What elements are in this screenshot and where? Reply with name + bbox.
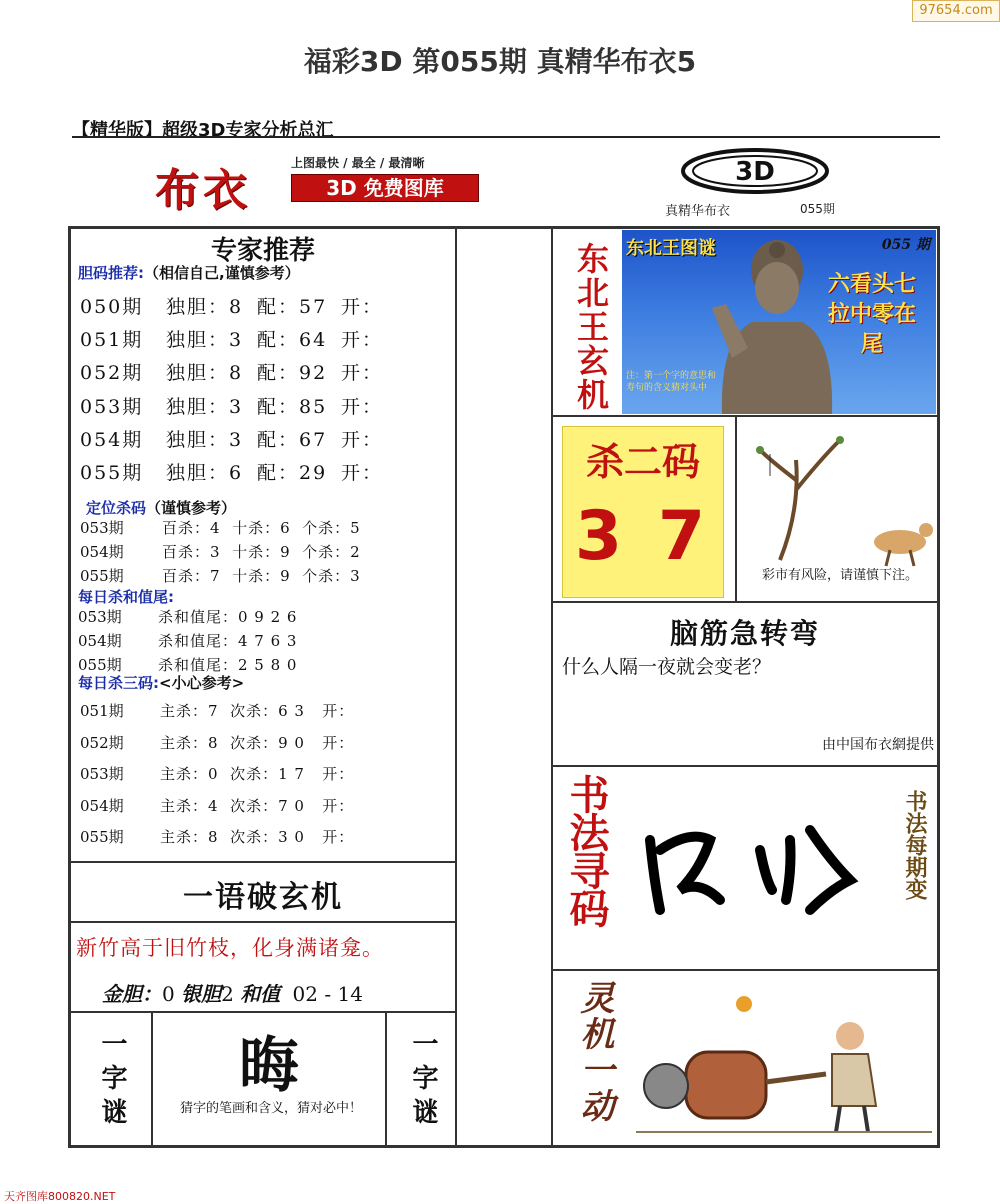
dan-note: （相信自己,谨慎参考） xyxy=(144,264,300,282)
three-header xyxy=(78,672,244,693)
he-value: 02 - 14 xyxy=(292,982,363,1006)
3d-seal-icon xyxy=(680,148,830,194)
dan-value: 8 xyxy=(229,362,244,384)
dan-value: 3 xyxy=(229,396,244,418)
dan-label: 独胆： xyxy=(166,362,230,384)
three-header-label: 每日杀三码: xyxy=(78,674,159,692)
dan-row xyxy=(80,392,383,419)
buyi-logo xyxy=(155,152,480,216)
pei-label: 配： xyxy=(257,329,300,351)
brain-title: 脑筋急转弯 xyxy=(669,617,820,650)
kill2-card xyxy=(562,426,724,598)
jin-value: 0 xyxy=(162,982,175,1006)
dan-row xyxy=(80,325,383,352)
tree-donkey-illustration-icon xyxy=(740,420,936,568)
dan-label: 独胆： xyxy=(166,329,230,351)
pei-label: 配： xyxy=(257,362,300,384)
sum_rows-issue: 053期 xyxy=(78,608,122,626)
three_rows-issue: 052期 xyxy=(80,734,124,752)
seal-caption: 真精华布衣 xyxy=(665,204,731,219)
dongbei-vertical: 东北王玄机 xyxy=(572,242,610,412)
logo-slogan: 上图最快 / 最全 / 最清晰 xyxy=(291,156,425,170)
pei-value: 64 xyxy=(299,329,328,351)
three_rows-text: 主杀：8 次杀：9 0 开： xyxy=(160,734,355,752)
kai-label: 开： xyxy=(341,362,384,384)
dan-row xyxy=(80,292,383,319)
sum_rows-text: 杀和值尾：4 7 6 3 xyxy=(158,632,298,650)
riddle-side-left: 一字谜 xyxy=(97,1030,127,1132)
subhead: 【精华版】超级3D专家分析总汇 xyxy=(72,120,334,141)
dan-value: 3 xyxy=(229,429,244,451)
dongbei-poem: 六看头七拉中零在尾 xyxy=(827,272,916,357)
dan-value: 3 xyxy=(229,329,244,351)
kai-label: 开： xyxy=(341,396,384,418)
three_rows-text: 主杀：0 次杀：1 7 开： xyxy=(160,765,355,783)
phrase-picks xyxy=(102,978,363,1007)
pei-label: 配： xyxy=(257,396,300,418)
pos_rows-issue: 054期 xyxy=(80,543,124,561)
pei-value: 67 xyxy=(299,429,328,451)
dongbei-caption: 注：第一个字的意思和寿句的含义猜对头中 xyxy=(626,371,717,393)
dongbei-image xyxy=(622,230,936,414)
dan-issue: 055期 xyxy=(80,462,144,484)
riddle-note: 猜字的笔画和含义，猜对必中！ xyxy=(180,1101,363,1116)
pei-label: 配： xyxy=(257,462,300,484)
pei-value: 92 xyxy=(299,362,328,384)
kai-label: 开： xyxy=(341,462,384,484)
pei-label: 配： xyxy=(257,296,300,318)
three_rows-text: 主杀：8 次杀：3 0 开： xyxy=(160,828,355,846)
dan-header xyxy=(78,262,300,283)
kai-label: 开： xyxy=(341,329,384,351)
three_rows-issue: 055期 xyxy=(80,828,124,846)
sum_rows-text: 杀和值尾：0 9 2 6 xyxy=(158,608,298,626)
dongbei-banner: 东北王图谜 xyxy=(626,238,716,259)
seal-issue: 055期 xyxy=(800,202,835,216)
three_rows-text: 主杀：4 次杀：7 0 开： xyxy=(160,797,355,815)
pos-note: （谨慎参考） xyxy=(146,499,237,517)
pos_rows-text: 百杀：4 十杀：6 个杀：5 xyxy=(162,519,361,537)
dan-issue: 051期 xyxy=(80,329,144,351)
brain-credit: 由中国布衣網提供 xyxy=(822,737,934,753)
dan-label: 独胆： xyxy=(166,462,230,484)
phrase-title: 一语破玄机 xyxy=(183,880,343,915)
dan-label: 独胆： xyxy=(166,429,230,451)
kill2-title: 杀二码 xyxy=(585,439,700,484)
calligraphy-vertical: 书法寻码 xyxy=(563,774,610,926)
pei-value: 29 xyxy=(299,462,328,484)
three_rows-issue: 051期 xyxy=(80,702,124,720)
dan-row xyxy=(80,358,383,385)
yin-label: 银胆 xyxy=(181,982,222,1006)
jin-label: 金胆： xyxy=(102,982,162,1006)
sum_rows-issue: 055期 xyxy=(78,656,122,674)
dan-label: 独胆： xyxy=(166,396,230,418)
calligraphy-side: 书法每期变 xyxy=(902,790,928,900)
dan-header-label: 胆码推荐: xyxy=(78,264,144,282)
pei-label: 配： xyxy=(257,429,300,451)
middle-spacer-column xyxy=(456,228,552,1146)
pos-header xyxy=(86,497,236,518)
pos_rows-issue: 053期 xyxy=(80,519,124,537)
subhead-divider xyxy=(72,136,940,138)
brain-question: 什么人隔一夜就会变老？ xyxy=(562,656,772,678)
site-tag[interactable]: 97654.com xyxy=(912,0,1000,22)
sum_rows-issue: 054期 xyxy=(78,632,122,650)
kai-label: 开： xyxy=(341,296,384,318)
pos_rows-text: 百杀：3 十杀：9 个杀：2 xyxy=(162,543,361,561)
riddle-side-right: 一字谜 xyxy=(408,1030,438,1132)
yin-value: 2 xyxy=(221,982,234,1006)
three-note: <小心参考> xyxy=(159,674,245,692)
dan-issue: 053期 xyxy=(80,396,144,418)
dongbei-issue: 055 期 xyxy=(881,237,930,253)
three_rows-text: 主杀：7 次杀：6 3 开： xyxy=(160,702,355,720)
pos-header-label: 定位杀码 xyxy=(86,499,147,517)
dan-row xyxy=(80,425,383,452)
page-title: 福彩3D 第055期 真精华布衣5 xyxy=(303,45,697,78)
dan-row xyxy=(80,458,383,485)
three_rows-issue: 053期 xyxy=(80,765,124,783)
kai-label: 开： xyxy=(341,429,384,451)
sum_rows-text: 杀和值尾：2 5 8 0 xyxy=(158,656,298,674)
he-label: 和值 xyxy=(240,982,281,1006)
dan-label: 独胆： xyxy=(166,296,230,318)
sum-header: 每日杀和值尾: xyxy=(78,588,174,606)
dan-issue: 052期 xyxy=(80,362,144,384)
three_rows-issue: 054期 xyxy=(80,797,124,815)
seal-text: 3D xyxy=(735,157,775,187)
man-barrel-illustration-icon xyxy=(636,986,932,1136)
expert-title: 专家推荐 xyxy=(210,236,315,266)
dan-value: 8 xyxy=(229,296,244,318)
dan-issue: 054期 xyxy=(80,429,144,451)
pei-value: 85 xyxy=(299,396,328,418)
pos_rows-text: 百杀：7 十杀：9 个杀：3 xyxy=(162,567,361,585)
riddle-char: 晦 xyxy=(239,1031,299,1101)
phrase-verse: 新竹高于旧竹枝，化身满诸龛。 xyxy=(76,936,384,960)
pos_rows-issue: 055期 xyxy=(80,567,124,585)
calligraphy-brush-icon xyxy=(640,820,870,920)
risk-text: 彩市有风险，请谨慎下注。 xyxy=(762,568,919,583)
lingji-vertical: 灵机一动 xyxy=(574,980,614,1124)
kill2-numbers: 3 7 xyxy=(574,497,712,576)
logo-badge: 3D 免费图库 xyxy=(291,174,479,202)
dan-value: 6 xyxy=(229,462,244,484)
logo-big-text: 布衣 xyxy=(155,165,251,216)
footer-watermark: 天齐图库800820.NET xyxy=(4,1190,116,1203)
dan-issue: 050期 xyxy=(80,296,144,318)
pei-value: 57 xyxy=(299,296,328,318)
